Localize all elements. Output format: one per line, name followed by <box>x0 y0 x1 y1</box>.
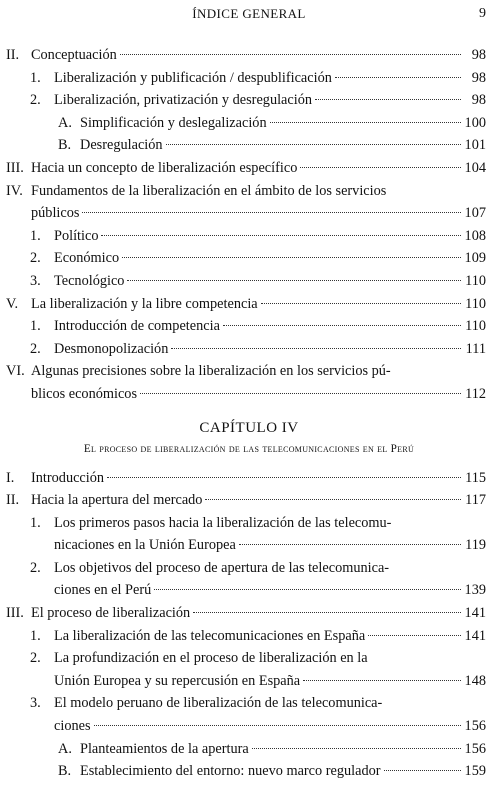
toc-entry-number: B. <box>58 137 72 154</box>
toc-entry-title: Algunas precisiones sobre la liberalización en los servicios pú- <box>31 363 391 380</box>
dot-leader <box>205 499 461 500</box>
dot-leader <box>122 257 461 258</box>
toc-page-number: 98 <box>471 92 486 109</box>
toc-entry-title-cont: ciones <box>54 718 91 735</box>
dot-leader <box>223 325 461 326</box>
toc-entry-title: Hacia un concepto de liberalización específico <box>31 159 298 176</box>
toc-page-number: 107 <box>464 205 486 222</box>
toc-section-chapter-3 <box>0 44 498 406</box>
toc-entry-title: Fundamentos de la liberalización en el ámbito de los servicios <box>31 182 387 199</box>
toc-entry-number: 2. <box>30 559 41 576</box>
dot-leader <box>94 725 461 726</box>
toc-page-number: 159 <box>464 763 486 780</box>
toc-entry-number: 1. <box>30 627 41 644</box>
toc-entry-number: 2. <box>30 92 41 109</box>
toc-entry-title: Introducción de competencia <box>54 318 220 335</box>
toc-entry <box>0 738 498 761</box>
dot-leader <box>154 589 461 590</box>
toc-entry-number: II. <box>6 47 20 63</box>
dot-leader <box>303 680 461 681</box>
toc-entry-title: El modelo peruano de liberalización de las telecomunica- <box>54 695 383 712</box>
toc-entry-number: 1. <box>30 69 41 86</box>
toc-entry-title: Establecimiento del entorno: nuevo marco regulador <box>80 763 381 780</box>
header-title: ÍNDICE GENERAL <box>192 6 306 21</box>
toc-entry <box>0 647 498 692</box>
toc-entry <box>0 157 498 180</box>
toc-entry-number: IV. <box>6 182 23 199</box>
toc-entry <box>0 557 498 602</box>
toc-page-number: 139 <box>464 582 486 599</box>
dot-leader <box>270 122 461 123</box>
toc-entry-title: Liberalización y publificación / despublificación <box>54 69 332 86</box>
toc-entry-number: VI. <box>6 363 25 380</box>
toc-entry-number: III. <box>6 159 24 176</box>
dot-leader <box>315 99 461 100</box>
toc-entry-title-cont: ciones en el Perú <box>54 582 152 599</box>
toc-entry-number: 1. <box>30 227 41 244</box>
toc-page-number: 101 <box>464 137 486 154</box>
toc-entry-number: V. <box>6 295 19 312</box>
toc-entry <box>0 760 498 783</box>
chapter-subtitle: El proceso de liberalización de las telecomunicaciones en el Perú <box>83 442 415 455</box>
toc-entry <box>0 89 498 112</box>
dot-leader <box>120 54 461 55</box>
toc-entry <box>0 489 498 512</box>
toc-page-number: 117 <box>465 492 486 509</box>
toc-page-number: 156 <box>464 740 486 757</box>
toc-entry-title: Desmonopolización <box>54 340 169 357</box>
toc-entry-title-cont: públicos <box>31 205 80 222</box>
toc-entry-title-cont: Unión Europea y su repercusión en España <box>54 672 301 689</box>
toc-entry <box>0 270 498 293</box>
toc-entry-number: 1. <box>30 514 41 531</box>
toc-entry-title: Planteamientos de la apertura <box>80 740 249 757</box>
toc-page-number: 141 <box>464 627 486 644</box>
toc-entry-number: II. <box>6 492 20 509</box>
dot-leader <box>335 77 461 78</box>
dot-leader <box>82 212 461 213</box>
toc-entry-title-cont: nicaciones en la Unión Europea <box>54 537 236 554</box>
toc-page-number: 156 <box>464 718 486 735</box>
toc-entry <box>0 180 498 225</box>
toc-entry-title: Introducción <box>31 469 105 486</box>
toc-entry <box>0 112 498 135</box>
toc-entry <box>0 512 498 557</box>
toc-page-number: 110 <box>465 295 486 312</box>
dot-leader <box>368 635 461 636</box>
toc-entry-number: 2. <box>30 340 41 357</box>
toc-page-number: 112 <box>465 385 486 402</box>
toc-entry-title: El proceso de liberalización <box>31 605 191 622</box>
toc-entry-title: Político <box>54 227 99 244</box>
toc-entry-number: 1. <box>30 318 41 335</box>
header-page-number: 9 <box>479 6 486 21</box>
toc-entry <box>0 338 498 361</box>
toc-entry <box>0 315 498 338</box>
toc-entry <box>0 247 498 270</box>
toc-entry-title: Simplificación y deslegalización <box>80 114 267 131</box>
dot-leader <box>140 393 461 394</box>
toc-entry-title: Conceptuación <box>31 47 117 63</box>
toc-entry-number: A. <box>58 740 72 757</box>
toc-page-number: 115 <box>465 469 486 486</box>
table-of-contents <box>0 44 498 783</box>
toc-entry <box>0 625 498 648</box>
toc-page-number: 108 <box>464 227 486 244</box>
toc-page-number: 109 <box>464 250 486 267</box>
dot-leader <box>239 544 461 545</box>
toc-entry-number: B. <box>58 763 72 780</box>
toc-entry <box>0 692 498 737</box>
toc-page-number: 100 <box>464 114 486 131</box>
toc-entry-title: Liberalización, privatización y desregulación <box>54 92 313 109</box>
toc-page-number: 111 <box>465 340 486 357</box>
toc-entry-number: I. <box>6 469 15 486</box>
toc-page-number: 98 <box>471 47 486 63</box>
toc-entry-number: 3. <box>30 695 41 712</box>
toc-entry-title: Tecnológico <box>54 272 125 289</box>
dot-leader <box>107 477 461 478</box>
toc-section-chapter-4 <box>0 467 498 783</box>
toc-entry <box>0 134 498 157</box>
toc-entry <box>0 467 498 490</box>
running-header <box>0 6 498 26</box>
toc-page-number: 98 <box>471 69 486 86</box>
dot-leader <box>193 612 461 613</box>
toc-entry-title: Hacia la apertura del mercado <box>31 492 203 509</box>
dot-leader <box>384 770 461 771</box>
toc-entry-number: 2. <box>30 250 41 267</box>
chapter-title: CAPÍTULO IV <box>199 419 299 436</box>
toc-entry-title: La liberalización de las telecomunicaciones en España <box>54 627 366 644</box>
toc-page-number: 110 <box>465 318 486 335</box>
toc-page-number: 110 <box>465 272 486 289</box>
toc-entry <box>0 360 498 405</box>
toc-entry <box>0 602 498 625</box>
toc-entry <box>0 67 498 90</box>
toc-page-number: 148 <box>464 672 486 689</box>
toc-entry-number: A. <box>58 114 72 131</box>
toc-entry-title-cont: blicos económicos <box>31 385 138 402</box>
dot-leader <box>127 280 461 281</box>
toc-page-number: 104 <box>464 159 486 176</box>
toc-entry-title: La liberalización y la libre competencia <box>31 295 258 312</box>
toc-entry-title: Desregulación <box>80 137 163 154</box>
dot-leader <box>101 235 461 236</box>
toc-page-number: 141 <box>464 605 486 622</box>
toc-entry <box>0 225 498 248</box>
toc-entry-title: La profundización en el proceso de liberalización en la <box>54 650 368 667</box>
toc-entry <box>0 293 498 316</box>
toc-entry-number: 3. <box>30 272 41 289</box>
dot-leader <box>171 348 461 349</box>
toc-entry-number: 2. <box>30 650 41 667</box>
toc-entry <box>0 44 498 67</box>
toc-entry-number: III. <box>6 605 24 622</box>
dot-leader <box>300 167 461 168</box>
dot-leader <box>166 144 461 145</box>
dot-leader <box>261 303 461 304</box>
dot-leader <box>252 748 461 749</box>
toc-entry-title: Los objetivos del proceso de apertura de las telecomunica- <box>54 559 390 576</box>
toc-page-number: 119 <box>465 537 486 554</box>
toc-entry-title: Económico <box>54 250 120 267</box>
toc-entry-title: Los primeros pasos hacia la liberalización de las telecomu- <box>54 514 392 531</box>
